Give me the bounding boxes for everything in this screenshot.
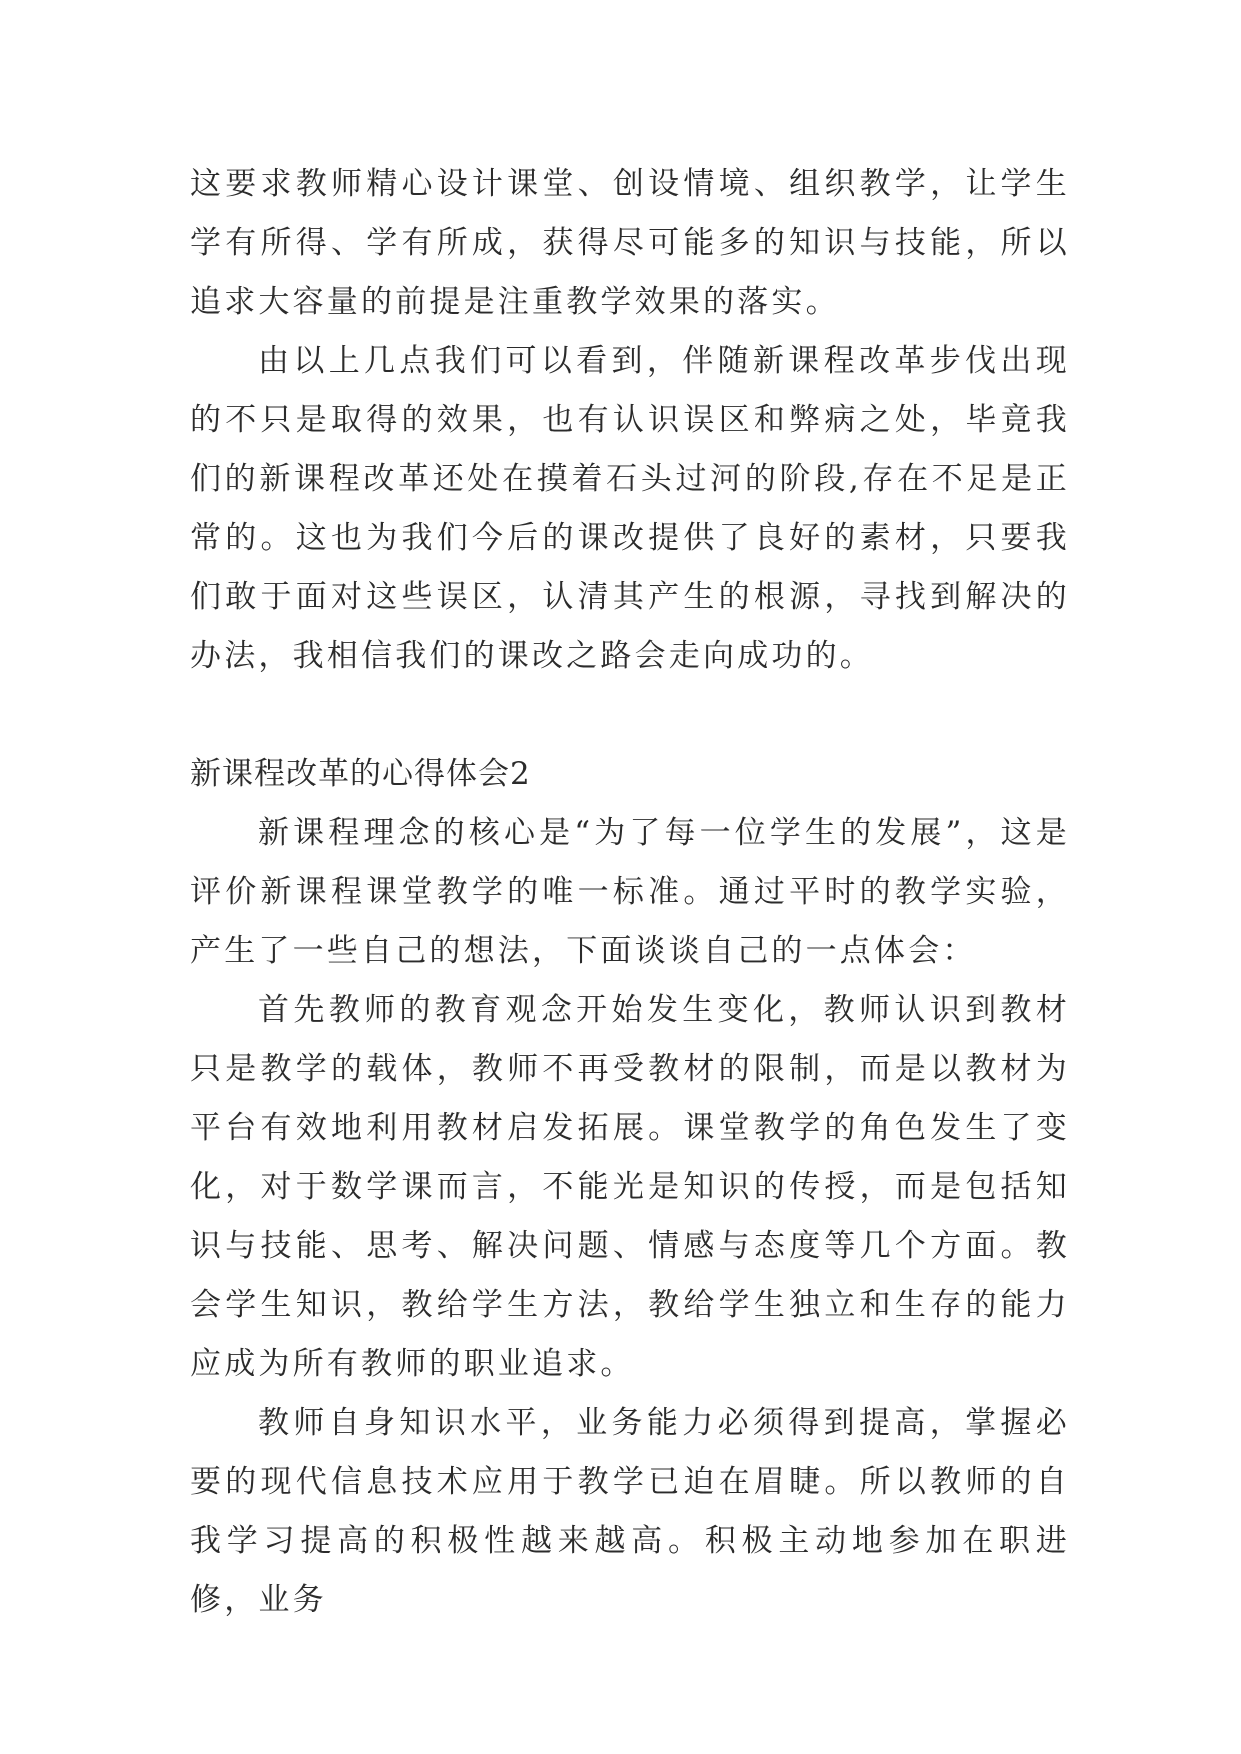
document-body [190, 155, 1070, 1630]
paragraph-teacher-skills: 教师自身知识水平，业务能力必须得到提高，掌握必要的现代信息技术应用于教学已迫在眉睫。所以教师的自我学习提高的积极性越来越高。积极主动地参加在职进修，业务 [190, 1405, 1070, 1618]
paragraph-core-idea: 新课程理念的核心是“为了每一位学生的发展”，这是评价新课程课堂教学的唯一标准。通过平时的教学实验，产生了一些自己的想法，下面谈谈自己的一点体会： [190, 815, 1070, 969]
paragraph-teacher-concept: 首先教师的教育观念开始发生变化，教师认识到教材只是教学的载体，教师不再受教材的限制，而是以教材为平台有效地利用教材启发拓展。课堂教学的角色发生了变化，对于数学课而言，不能光是知识的传授，而是包括知识与技能、思考、解决问题、情感与态度等几个方面。教会学生知识，教给学生方法，教给学生独立和生存的能力应成为所有教师的职业追求。 [190, 992, 1070, 1382]
section-heading: 新课程改革的心得体会2 [190, 756, 531, 792]
paragraph-summary: 由以上几点我们可以看到，伴随新课程改革步伐出现的不只是取得的效果，也有认识误区和弊病之处，毕竟我们的新课程改革还处在摸着石头过河的阶段,存在不足是正常的。这也为我们今后的课改提供了良好的素材，只要我们敢于面对这些误区，认清其产生的根源，寻找到解决的办法，我相信我们的课改之路会走向成功的。 [190, 343, 1070, 674]
paragraph-continued: 这要求教师精心设计课堂、创设情境、组织教学，让学生学有所得、学有所成，获得尽可能多的知识与技能，所以追求大容量的前提是注重教学效果的落实。 [190, 166, 1070, 320]
